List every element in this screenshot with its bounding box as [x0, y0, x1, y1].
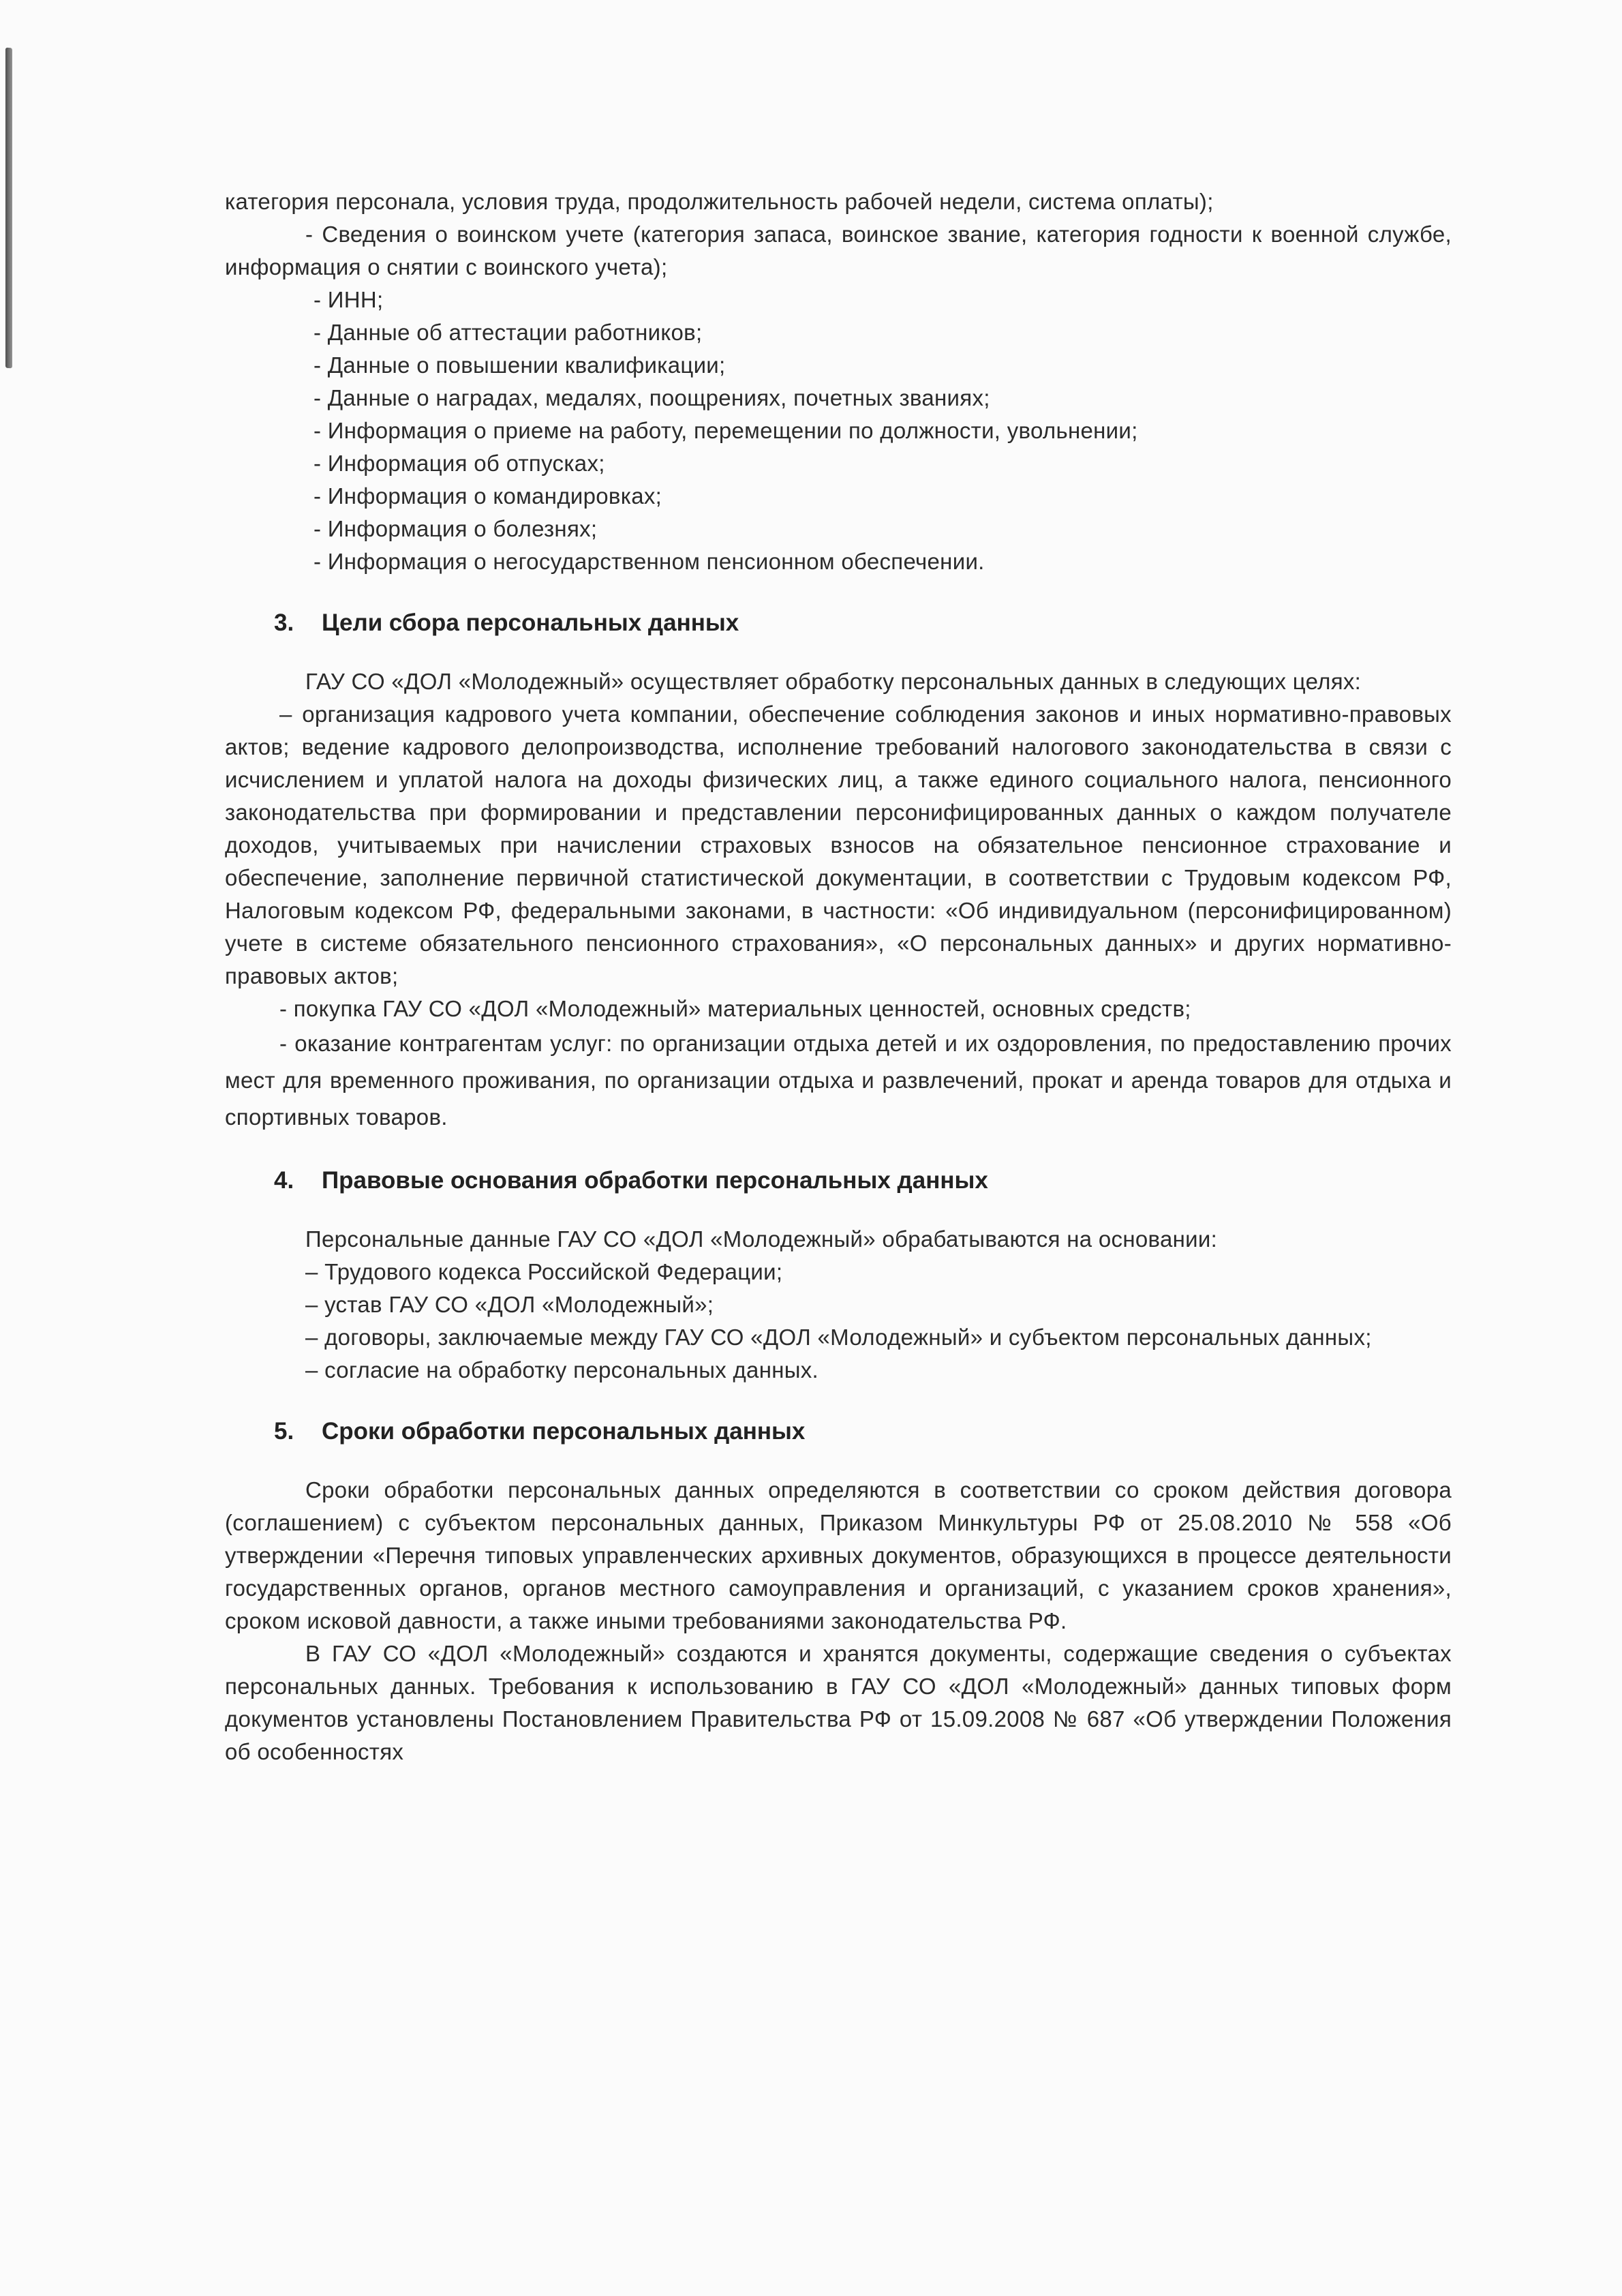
section-5-heading [225, 1415, 1452, 1448]
section-title: Сроки обработки персональных данных [322, 1418, 806, 1445]
list-item: - ИНН; [313, 287, 384, 312]
list-item: - Информация о негосударственном пенсионном обеспечении. [313, 549, 985, 574]
legal-basis-item: – договоры, заключаемые между ГАУ СО «ДОЛ «Молодежный» и субъектом персональных данных; [305, 1325, 1372, 1350]
section-title: Цели сбора персональных данных [322, 609, 739, 636]
list-item: - Данные о наградах, медалях, поощрениях, почетных званиях; [313, 385, 990, 410]
section-4-heading [225, 1164, 1452, 1197]
purpose-item: - покупка ГАУ СО «ДОЛ «Молодежный» материальных ценностей, основных средств; [279, 996, 1191, 1021]
list-item: - Информация о командировках; [313, 483, 662, 509]
list-item: - Данные об аттестации работников; [313, 320, 703, 345]
section-5-paragraph: Сроки обработки персональных данных определяются в соответствии со сроком действия договора (соглашением) с субъектом персональных данных, Приказом Минкультуры РФ от 25.08.2010 № 558 «Об утверждении «Перечня типовых управленческих архивных документов, образующихся в процессе деятельности государственных органов, органов местного самоуправления и организаций, с указанием сроков хранения», сроком исковой давности, а также иными требованиями законодательства РФ. [225, 1477, 1452, 1633]
document-page [225, 185, 1452, 1768]
section-3-lead: ГАУ СО «ДОЛ «Молодежный» осуществляет обработку персональных данных в следующих целях: [305, 669, 1362, 694]
section-title: Правовые основания обработки персональных данных [322, 1167, 988, 1194]
section-3-heading [225, 607, 1452, 639]
legal-basis-item: – согласие на обработку персональных данных. [305, 1357, 819, 1383]
scan-edge-shadow [5, 48, 12, 369]
section-number: 4. [274, 1167, 294, 1194]
purpose-item: – организация кадрового учета компании, обеспечение соблюдения законов и иных нормативно-правовых актов; ведение кадрового делопроизводства, исполнение требований налогового законодательства в связи с исчислением и уплатой налога на доходы физических лиц, а также единого социального налога, пенсионного законодательства при формировании и представлении персонифицированных данных о каждом получателе доходов, учитываемых при начислении страховых взносов на обязательное пенсионное страхование и обеспечение, заполнение первичной статистической документации, в соответствии с Трудовым кодексом РФ, Налоговым кодексом РФ, федеральными законами, в частности: «Об индивидуальном (персонифицированном) учете в системе обязательного пенсионного страхования», «О персональных данных» и других нормативно-правовых актов; [225, 701, 1452, 988]
section-number: 5. [274, 1418, 294, 1445]
military-record-item: - Сведения о воинском учете (категория запаса, воинское звание, категория годности к военной службе, информация о снятии с воинского учета); [225, 222, 1452, 280]
section-4-lead: Персональные данные ГАУ СО «ДОЛ «Молодежный» обрабатываются на основании: [305, 1226, 1218, 1252]
purpose-item: - оказание контрагентам услуг: по организации отдыха детей и их оздоровления, по предоставлению прочих мест для временного проживания, по организации отдыха и развлечений, прокат и аренда товаров для отдыха и спортивных товаров. [225, 1031, 1452, 1130]
intro-continuation: категория персонала, условия труда, продолжительность рабочей недели, система оплаты); [225, 189, 1214, 214]
list-item: - Информация об отпусках; [313, 451, 605, 476]
list-item: - Информация о болезнях; [313, 516, 598, 541]
section-5-paragraph: В ГАУ СО «ДОЛ «Молодежный» создаются и хранятся документы, содержащие сведения о субъектах персональных данных. Требования к использованию в ГАУ СО «ДОЛ «Молодежный» данных типовых форм документов установлены Постановлением Правительства РФ от 15.09.2008 № 687 «Об утверждении Положения об особенностях [225, 1641, 1452, 1764]
list-item: - Данные о повышении квалификации; [313, 352, 726, 378]
list-item: - Информация о приеме на работу, перемещении по должности, увольнении; [313, 418, 1138, 443]
legal-basis-item: – устав ГАУ СО «ДОЛ «Молодежный»; [305, 1292, 714, 1317]
legal-basis-item: – Трудового кодекса Российской Федерации; [305, 1259, 783, 1284]
section-number: 3. [274, 609, 294, 636]
